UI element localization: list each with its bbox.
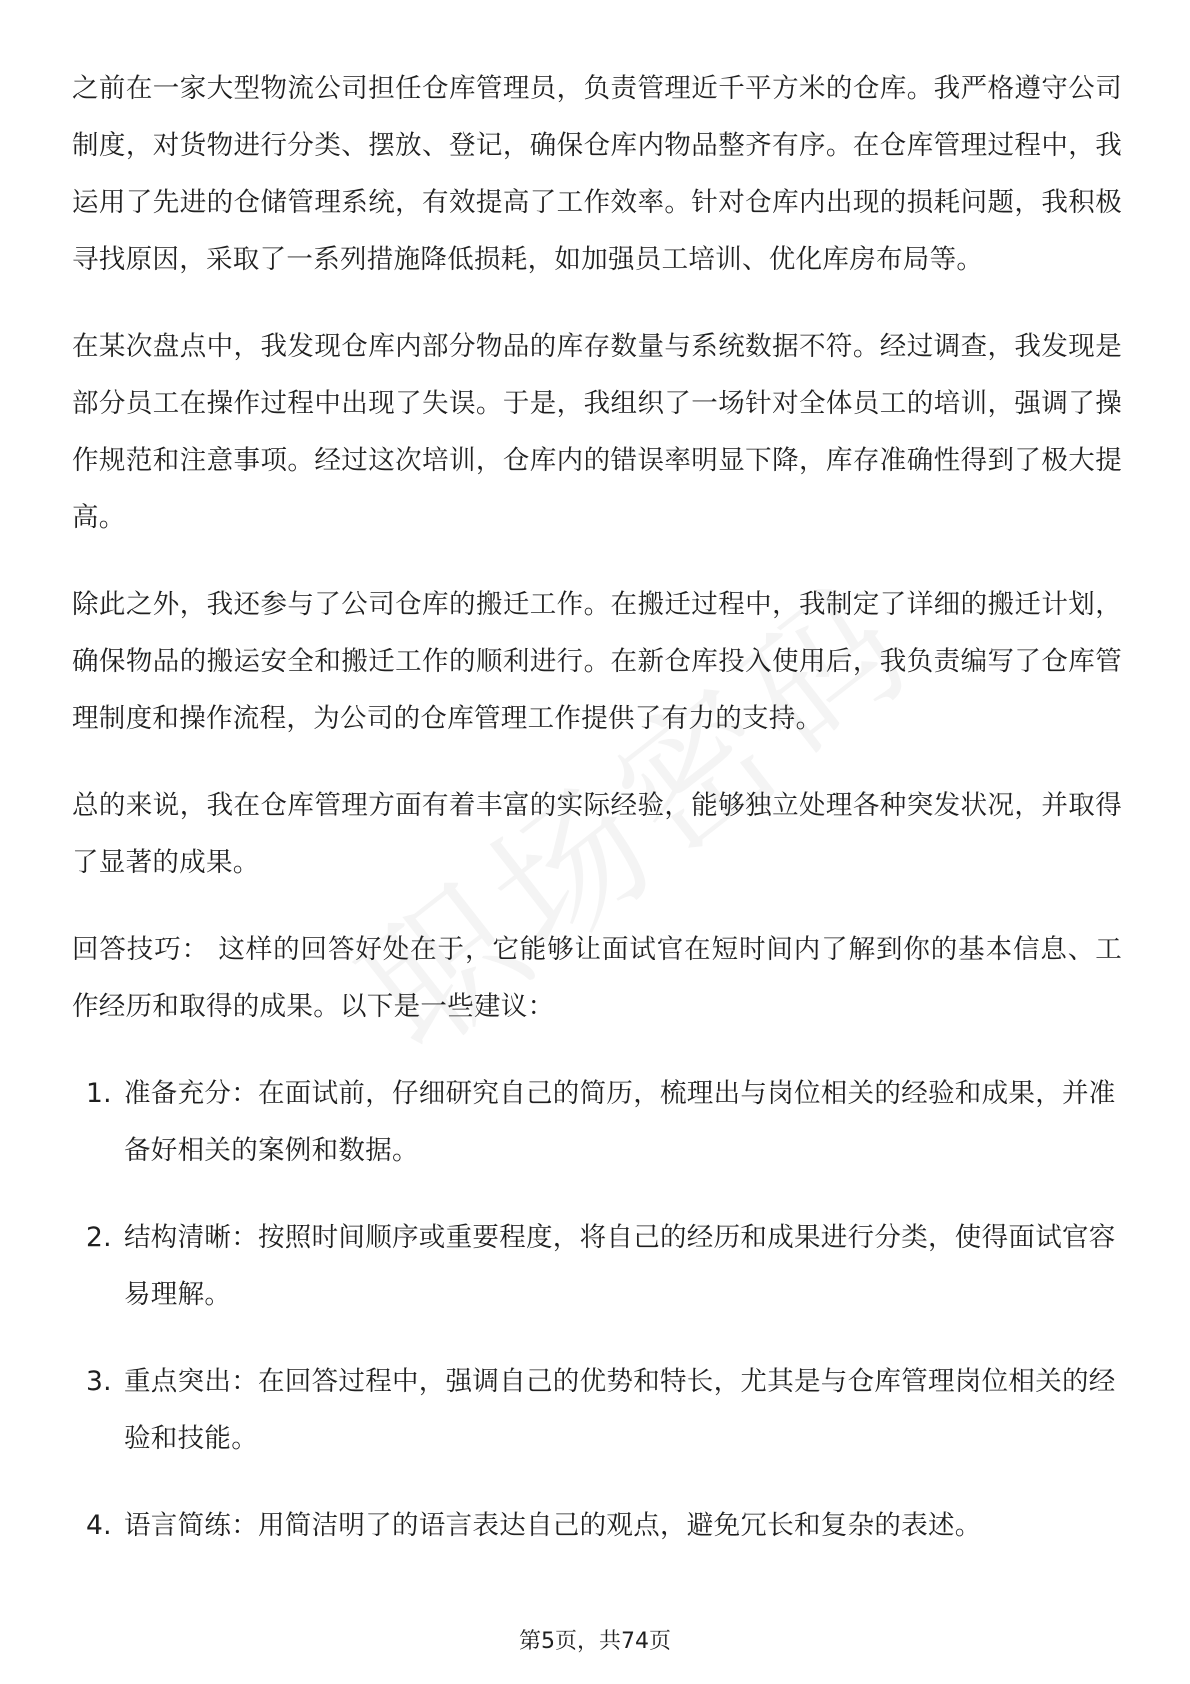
list-item	[72, 1497, 1122, 1554]
list-item-text: 语言简练：用简洁明了的语言表达自己的观点，避免冗长和复杂的表述。	[124, 1510, 982, 1541]
list-item	[72, 1353, 1122, 1467]
list-item	[72, 1209, 1122, 1323]
page-number-footer: 第5页，共74页	[519, 1629, 671, 1654]
list-item-number: 3.	[86, 1366, 112, 1397]
paragraph-inventory-check: 在某次盘点中，我发现仓库内部分物品的库存数量与系统数据不符。经过调查，我发现是部分员工在操作过程中出现了失误。于是，我组织了一场针对全体员工的培训，强调了操作规范和注意事项。经过这次培训，仓库内的错误率明显下降，库存准确性得到了极大提高。	[72, 331, 1122, 533]
list-item-number: 1.	[86, 1078, 112, 1109]
list-item-text: 结构清晰：按照时间顺序或重要程度，将自己的经历和成果进行分类，使得面试官容易理解。	[124, 1222, 1116, 1310]
list-item-text: 准备充分：在面试前，仔细研究自己的简历，梳理出与岗位相关的经验和成果，并准备好相关的案例和数据。	[124, 1078, 1116, 1166]
list-item	[72, 1065, 1122, 1179]
document-body	[72, 60, 1122, 1584]
list-item-text: 重点突出：在回答过程中，强调自己的优势和特长，尤其是与仓库管理岗位相关的经验和技能。	[124, 1366, 1116, 1454]
paragraph-summary: 总的来说，我在仓库管理方面有着丰富的实际经验，能够独立处理各种突发状况，并取得了显著的成果。	[72, 790, 1122, 878]
paragraph-relocation: 除此之外，我还参与了公司仓库的搬迁工作。在搬迁过程中，我制定了详细的搬迁计划，确保物品的搬运安全和搬迁工作的顺利进行。在新仓库投入使用后，我负责编写了仓库管理制度和操作流程，为公司的仓库管理工作提供了有力的支持。	[72, 589, 1122, 734]
paragraph-answer-tips: 回答技巧： 这样的回答好处在于，它能够让面试官在短时间内了解到你的基本信息、工作经历和取得的成果。以下是一些建议：	[72, 934, 1122, 1022]
tips-list	[72, 1065, 1122, 1554]
list-item-number: 2.	[86, 1222, 112, 1253]
list-item-number: 4.	[86, 1510, 112, 1541]
paragraph-experience: 之前在一家大型物流公司担任仓库管理员，负责管理近千平方米的仓库。我严格遵守公司制度，对货物进行分类、摆放、登记，确保仓库内物品整齐有序。在仓库管理过程中，我运用了先进的仓储管理系统，有效提高了工作效率。针对仓库内出现的损耗问题，我积极寻找原因，采取了一系列措施降低损耗，如加强员工培训、优化库房布局等。	[72, 73, 1122, 275]
